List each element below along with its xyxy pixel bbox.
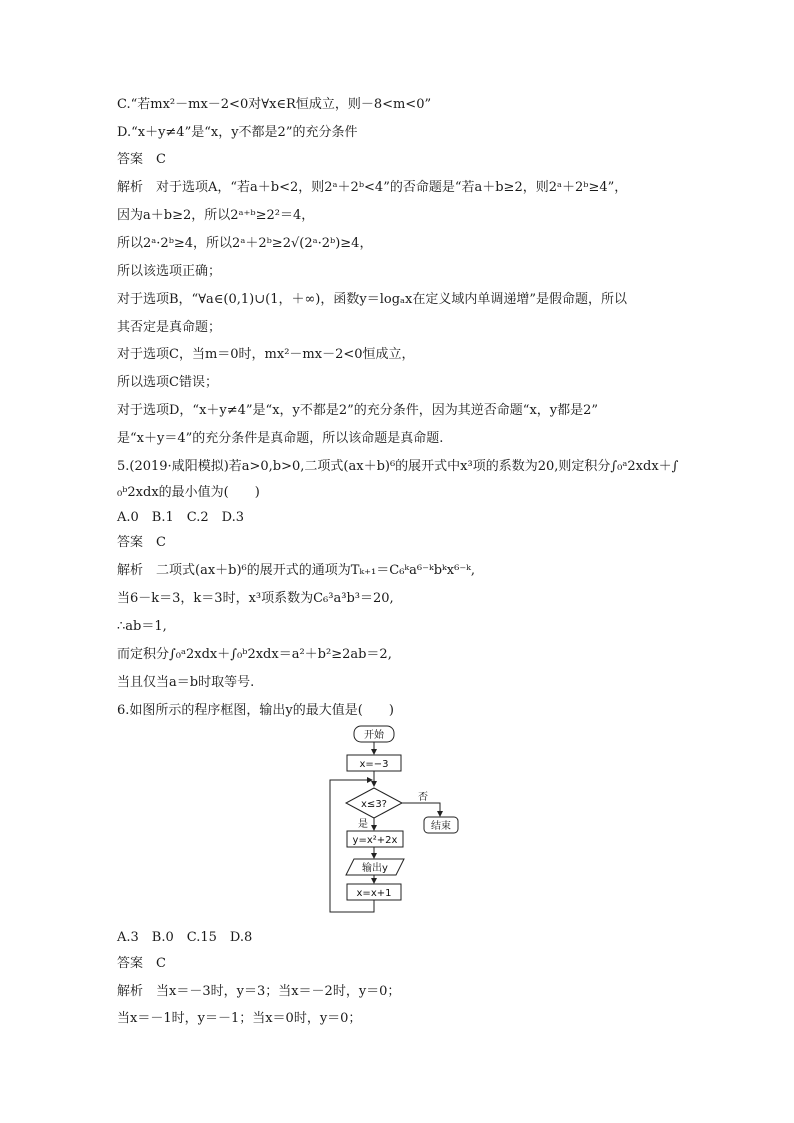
question-6-options: A.3 B.0 C.15 D.8 [117, 930, 253, 945]
explanation-line: 是“x＋y＝4”的充分条件是真命题，所以该命题是真命题. [117, 431, 444, 446]
output-label: 输出y [362, 863, 388, 874]
answer-q4: 答案 C [117, 152, 166, 167]
explanation-line: 解析 当x＝－3时，y＝3；当x＝－2时，y＝0； [117, 984, 401, 999]
explanation-line: 解析 对于选项A，“若a＋b<2，则2ᵃ＋2ᵇ<4”的否命题是“若a＋b≥2，则2ᵃ＋2ᵇ≥4”， [117, 180, 628, 195]
explanation-line: 当且仅当a＝b时取等号. [117, 675, 255, 690]
increment-label: x=x+1 [356, 888, 392, 899]
explanation-line: 解析 二项式(ax＋b)⁶的展开式的通项为Tₖ₊₁＝C₆ᵏa⁶⁻ᵏbᵏx⁶⁻ᵏ, [117, 563, 476, 578]
explanation-line: 当6－k＝3，k＝3时，x³项系数为C₆³a³b³＝20, [117, 591, 394, 606]
assign-label: y=x²+2x [352, 835, 398, 846]
end-label: 结束 [431, 821, 451, 832]
explanation-line: 而定积分∫₀ᵃ2xdx＋∫₀ᵇ2xdx＝a²＋b²≥2ab＝2, [117, 647, 392, 662]
program-flowchart [300, 716, 480, 921]
explanation-line: 当x＝－1时，y＝－1；当x＝0时，y＝0； [117, 1011, 362, 1026]
option-d: D.“x＋y≠4”是“x，y不都是2”的充分条件 [117, 125, 358, 140]
start-label: 开始 [364, 730, 384, 741]
explanation-line: 因为a＋b≥2，所以2ᵃ⁺ᵇ≥2²＝4， [117, 208, 315, 223]
explanation-line: 所以该选项正确； [117, 264, 222, 279]
explanation-line: 对于选项B，“∀a∈(0,1)∪(1，＋∞)，函数y＝logₐx在定义域内单调递增”是假命题，所以 [117, 292, 628, 307]
condition-label: x≤3? [361, 799, 387, 810]
question-5-stem: 5.(2019·咸阳模拟)若a>0,b>0,二项式(ax＋b)⁶的展开式中x³项的系数为20,则定积分∫₀ᵃ2xdx＋∫ [117, 459, 679, 474]
yes-label: 是 [358, 819, 368, 830]
answer-q5: 答案 C [117, 535, 166, 550]
question-5-options: A.0 B.1 C.2 D.3 [117, 510, 244, 525]
explanation-line: 其否定是真命题； [117, 320, 222, 335]
question-6-stem: 6.如图所示的程序框图，输出y的最大值是( ) [117, 703, 394, 718]
explanation-line: 对于选项C，当m＝0时，mx²－mx－2<0恒成立， [117, 347, 415, 362]
init-label: x=−3 [359, 759, 389, 770]
no-label: 否 [418, 792, 428, 803]
explanation-line: 所以2ᵃ·2ᵇ≥4，所以2ᵃ＋2ᵇ≥2√(2ᵃ·2ᵇ)≥4， [117, 236, 373, 251]
question-5-stem-cont: ₀ᵇ2xdx的最小值为( ) [117, 485, 260, 500]
option-c: C.“若mx²－mx－2<0对∀x∈R恒成立，则－8<m<0” [117, 97, 432, 112]
explanation-line: 所以选项C错误； [117, 375, 218, 390]
explanation-line: 对于选项D，“x＋y≠4”是“x，y不都是2”的充分条件，因为其逆否命题“x，y都是2” [117, 403, 599, 418]
explanation-line: ∴ab＝1, [117, 619, 167, 634]
answer-q6: 答案 C [117, 956, 166, 971]
